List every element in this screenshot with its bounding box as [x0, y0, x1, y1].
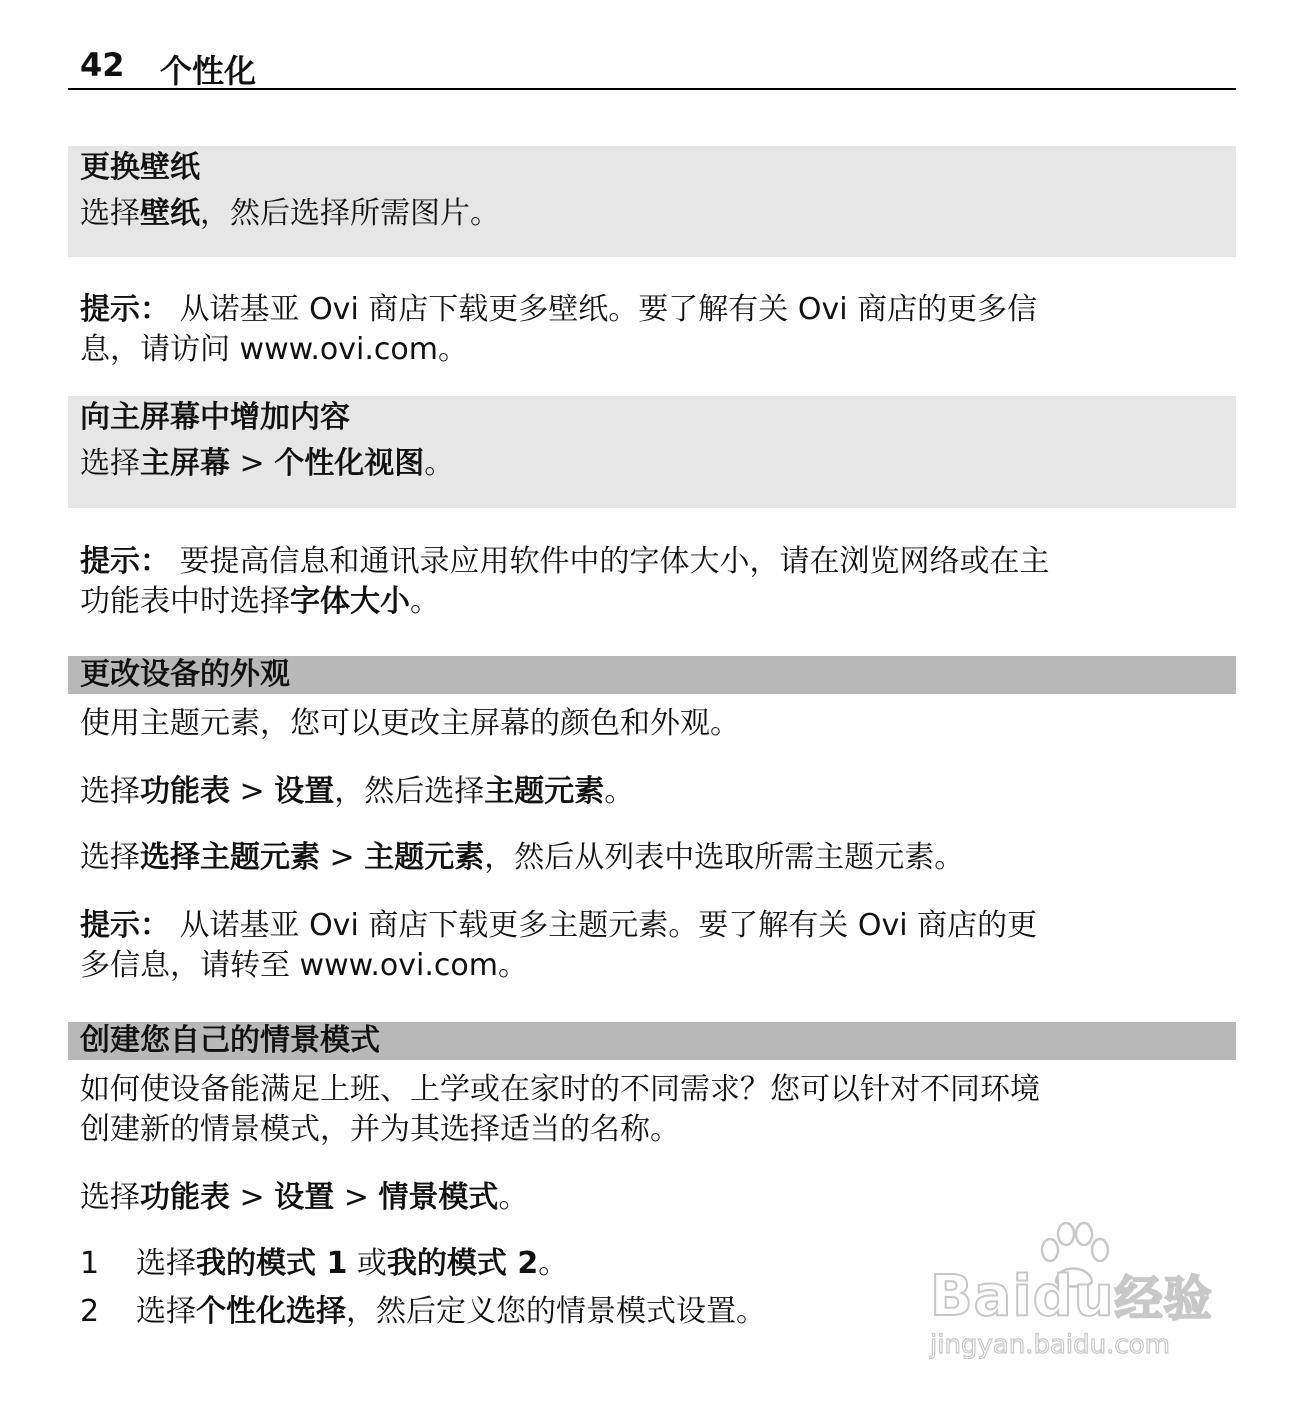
- appearance-para3: 选择选择主题元素 > 主题元素，然后从列表中选取所需主题元素。: [80, 840, 965, 875]
- profiles-para2: 选择功能表 > 设置 > 情景模式。: [80, 1180, 529, 1215]
- baidu-watermark: [920, 1220, 1230, 1370]
- profiles-para1-line2: 创建新的情景模式，并为其选择适当的名称。: [80, 1112, 680, 1147]
- tip-label: 提示：: [80, 544, 170, 579]
- section-heading-appearance: 更改设备的外观: [80, 657, 290, 692]
- profiles-para1-line1: 如何使设备能满足上班、上学或在家时的不同需求？您可以针对不同环境: [80, 1072, 1040, 1107]
- baidu-logo: Baidu经验: [930, 1264, 1213, 1329]
- tip-themes-line1: 提示： 从诺基亚 Ovi 商店下载更多主题元素。要了解有关 Ovi 商店的更: [80, 908, 1038, 943]
- home-content-instruction: 选择主屏幕 > 个性化视图。: [80, 446, 455, 481]
- page-header: [68, 44, 1236, 90]
- list-item: 选择我的模式 1 或我的模式 2。: [136, 1246, 569, 1281]
- chapter-title: 个性化: [160, 52, 257, 90]
- tip-wallpaper-line1: 提示： 从诺基亚 Ovi 商店下载更多壁纸。要了解有关 Ovi 商店的更多信: [80, 292, 1038, 327]
- tip-label: 提示：: [80, 292, 170, 327]
- list-item-number: 2: [80, 1294, 100, 1329]
- watermark-url: jingyan.baidu.com: [930, 1330, 1170, 1360]
- tip-themes-line2: 多信息，请转至 www.ovi.com。: [80, 948, 528, 983]
- tip-fontsize-line2: 功能表中时选择字体大小。: [80, 584, 440, 619]
- section-heading-wallpaper: 更换壁纸: [80, 150, 200, 185]
- appearance-para2: 选择功能表 > 设置，然后选择主题元素。: [80, 774, 635, 809]
- section-heading-home-content: 向主屏幕中增加内容: [80, 400, 350, 435]
- tip-fontsize-line1: 提示： 要提高信息和通讯录应用软件中的字体大小，请在浏览网络或在主: [80, 544, 1050, 579]
- tip-wallpaper-line2: 息，请访问 www.ovi.com。: [80, 332, 468, 367]
- list-item: 选择个性化选择，然后定义您的情景模式设置。: [136, 1294, 766, 1329]
- wallpaper-instruction: 选择壁纸，然后选择所需图片。: [80, 196, 500, 231]
- list-item-number: 1: [80, 1246, 100, 1281]
- section-heading-profiles: 创建您自己的情景模式: [80, 1023, 380, 1058]
- page-number: 42: [80, 46, 125, 84]
- tip-label: 提示：: [80, 908, 170, 943]
- appearance-para1: 使用主题元素，您可以更改主屏幕的颜色和外观。: [80, 706, 740, 741]
